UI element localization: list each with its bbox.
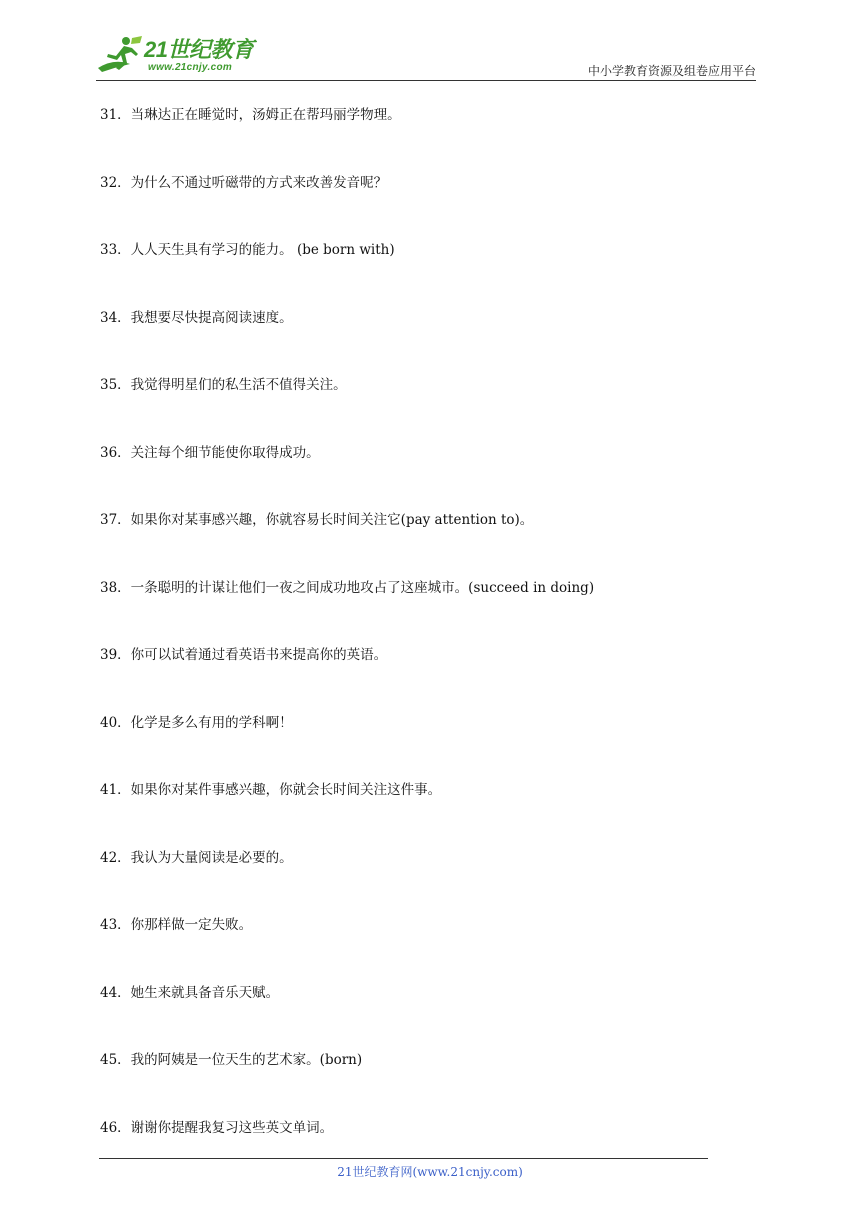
logo-url: www.21cnjy.com	[148, 62, 233, 73]
header-platform-title: 中小学教育资源及组卷应用平台	[587, 64, 756, 78]
footer-link[interactable]: 21世纪教育网(www.21cnjy.com)	[337, 1165, 523, 1179]
question-list	[100, 104, 720, 1184]
question-41: 41．如果你对某件事感兴趣，你就会长时间关注这件事。	[100, 782, 442, 798]
question-34: 34．我想要尽快提高阅读速度。	[100, 309, 293, 326]
logo	[96, 34, 261, 78]
question-40: 40．化学是多么有用的学科啊！	[100, 714, 293, 731]
question-37: 37．如果你对某事感兴趣，你就容易长时间关注它(pay attention to)。	[100, 512, 534, 528]
question-33: 33．人人天生具有学习的能力。 (be born with)	[100, 242, 395, 258]
question-39: 39．你可以试着通过看英语书来提高你的英语。	[100, 647, 388, 663]
logo-text: 21世纪教育	[144, 37, 254, 62]
header-divider	[96, 80, 756, 81]
question-31: 31．当琳达正在睡觉时，汤姆正在帮玛丽学物理。	[100, 107, 401, 123]
question-35: 35．我觉得明星们的私生活不值得关注。	[100, 377, 347, 393]
question-44: 44．她生来就具备音乐天赋。	[100, 984, 280, 1001]
question-36: 36．关注每个细节能使你取得成功。	[100, 444, 320, 461]
runner-logo-icon	[96, 34, 146, 78]
question-42: 42．我认为大量阅读是必要的。	[100, 849, 293, 866]
question-46: 46．谢谢你提醒我复习这些英文单词。	[100, 1119, 334, 1136]
question-43: 43．你那样做一定失败。	[100, 917, 253, 933]
page-header	[96, 34, 756, 82]
question-32: 32．为什么不通过听磁带的方式来改善发音呢？	[100, 174, 388, 191]
question-45: 45．我的阿姨是一位天生的艺术家。(born)	[100, 1052, 363, 1068]
question-38: 38．一条聪明的计谋让他们一夜之间成功地攻占了这座城市。(succeed in doing)	[100, 579, 595, 596]
footer-divider	[99, 1158, 708, 1159]
